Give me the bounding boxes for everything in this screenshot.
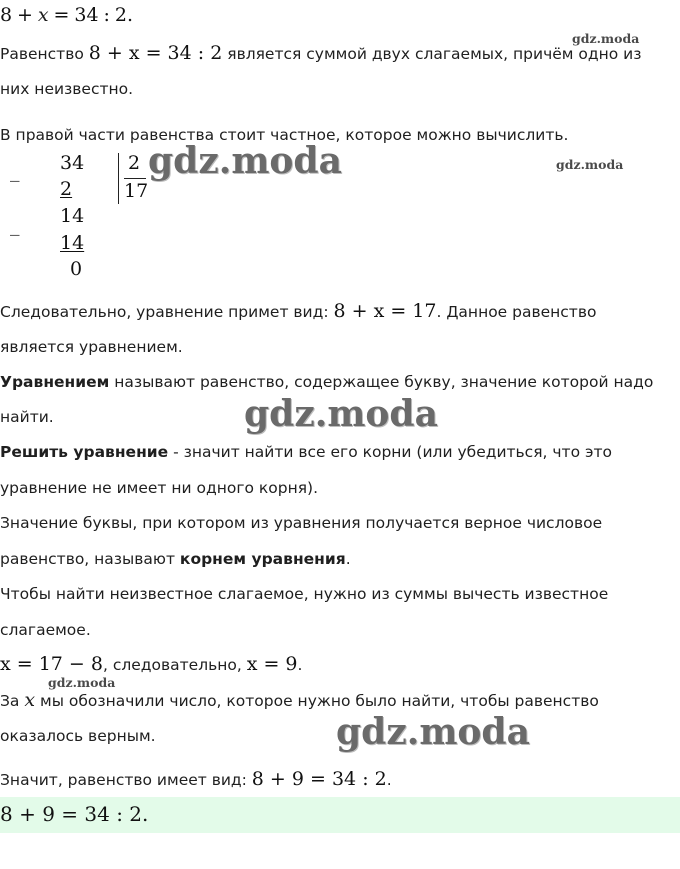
watermark-small: gdz.moda	[48, 675, 116, 690]
paragraph-5-line-1: Решить уравнение - значит найти все его корни (или убедиться, что это	[0, 443, 612, 461]
watermark-big: gdz.moda	[336, 711, 530, 753]
watermark-small: gdz.moda	[556, 157, 624, 172]
paragraph-3-line-2: является уравнением.	[0, 338, 183, 356]
remainder-final: 0	[70, 258, 83, 280]
paragraph-8: x = 17 − 8, следовательно, x = 9.	[0, 653, 303, 675]
math-variable: x	[24, 689, 36, 711]
paragraph-2: В правой части равенства стоит частное, которое можно вычислить.	[0, 126, 569, 144]
subtrahend-2: 14	[60, 232, 85, 254]
paragraph-1-line-1: Равенство 8 + x = 34 : 2 является суммой двух слагаемых, причём одно из	[0, 42, 642, 64]
remainder-1: 14	[60, 205, 85, 227]
quotient: 17	[124, 180, 149, 202]
dividend: 34	[60, 152, 85, 174]
math-inline: x = 9	[246, 653, 298, 675]
equation-initial: 8 + x = 34 : 2.	[0, 4, 134, 26]
paragraph-1-line-2: них неизвестно.	[0, 80, 134, 98]
paragraph-10: Значит, равенство имеет вид: 8 + 9 = 34 : 2.	[0, 768, 392, 790]
division-bar-vertical	[118, 153, 119, 204]
math-inline: 8 + x = 34 : 2	[88, 42, 223, 64]
term-equation: Уравнением	[0, 373, 110, 391]
minus-sign-1: _	[10, 160, 20, 182]
term-root: корнем уравнения	[179, 550, 346, 568]
paragraph-6-line-2: равенство, называют корнем уравнения.	[0, 550, 351, 568]
answer-equation: 8 + 9 = 34 : 2.	[0, 802, 149, 826]
subtrahend-1: 2	[60, 178, 73, 200]
division-bar-horizontal	[124, 178, 146, 179]
math-inline: 8 + x = 17	[333, 300, 437, 322]
watermark-big: gdz.moda	[244, 393, 438, 435]
paragraph-6-line-1: Значение буквы, при котором из уравнения получается верное числовое	[0, 514, 603, 532]
paragraph-4-line-2: найти.	[0, 408, 54, 426]
math-inline: 8 + 9 = 34 : 2	[251, 768, 387, 790]
math-inline: x = 17 − 8	[0, 653, 103, 675]
paragraph-7-line-1: Чтобы найти неизвестное слагаемое, нужно из суммы вычесть известное	[0, 585, 609, 603]
paragraph-9-line-2: оказалось верным.	[0, 727, 156, 745]
term-solve-equation: Решить уравнение	[0, 443, 169, 461]
paragraph-3-line-1: Следовательно, уравнение примет вид: 8 + x = 17. Данное равенство	[0, 300, 597, 322]
minus-sign-2: _	[10, 214, 20, 236]
watermark-big: gdz.moda	[148, 140, 342, 182]
paragraph-7-line-2: слагаемое.	[0, 621, 91, 639]
paragraph-9-line-1: За x мы обозначили число, которое нужно было найти, чтобы равенство	[0, 689, 599, 711]
divisor: 2	[128, 152, 141, 174]
paragraph-4-line-1: Уравнением называют равенство, содержащее букву, значение которой надо	[0, 373, 654, 391]
watermark-small: gdz.moda	[572, 31, 640, 46]
paragraph-5-line-2: уравнение не имеет ни одного корня).	[0, 479, 318, 497]
answer-box	[0, 797, 680, 833]
